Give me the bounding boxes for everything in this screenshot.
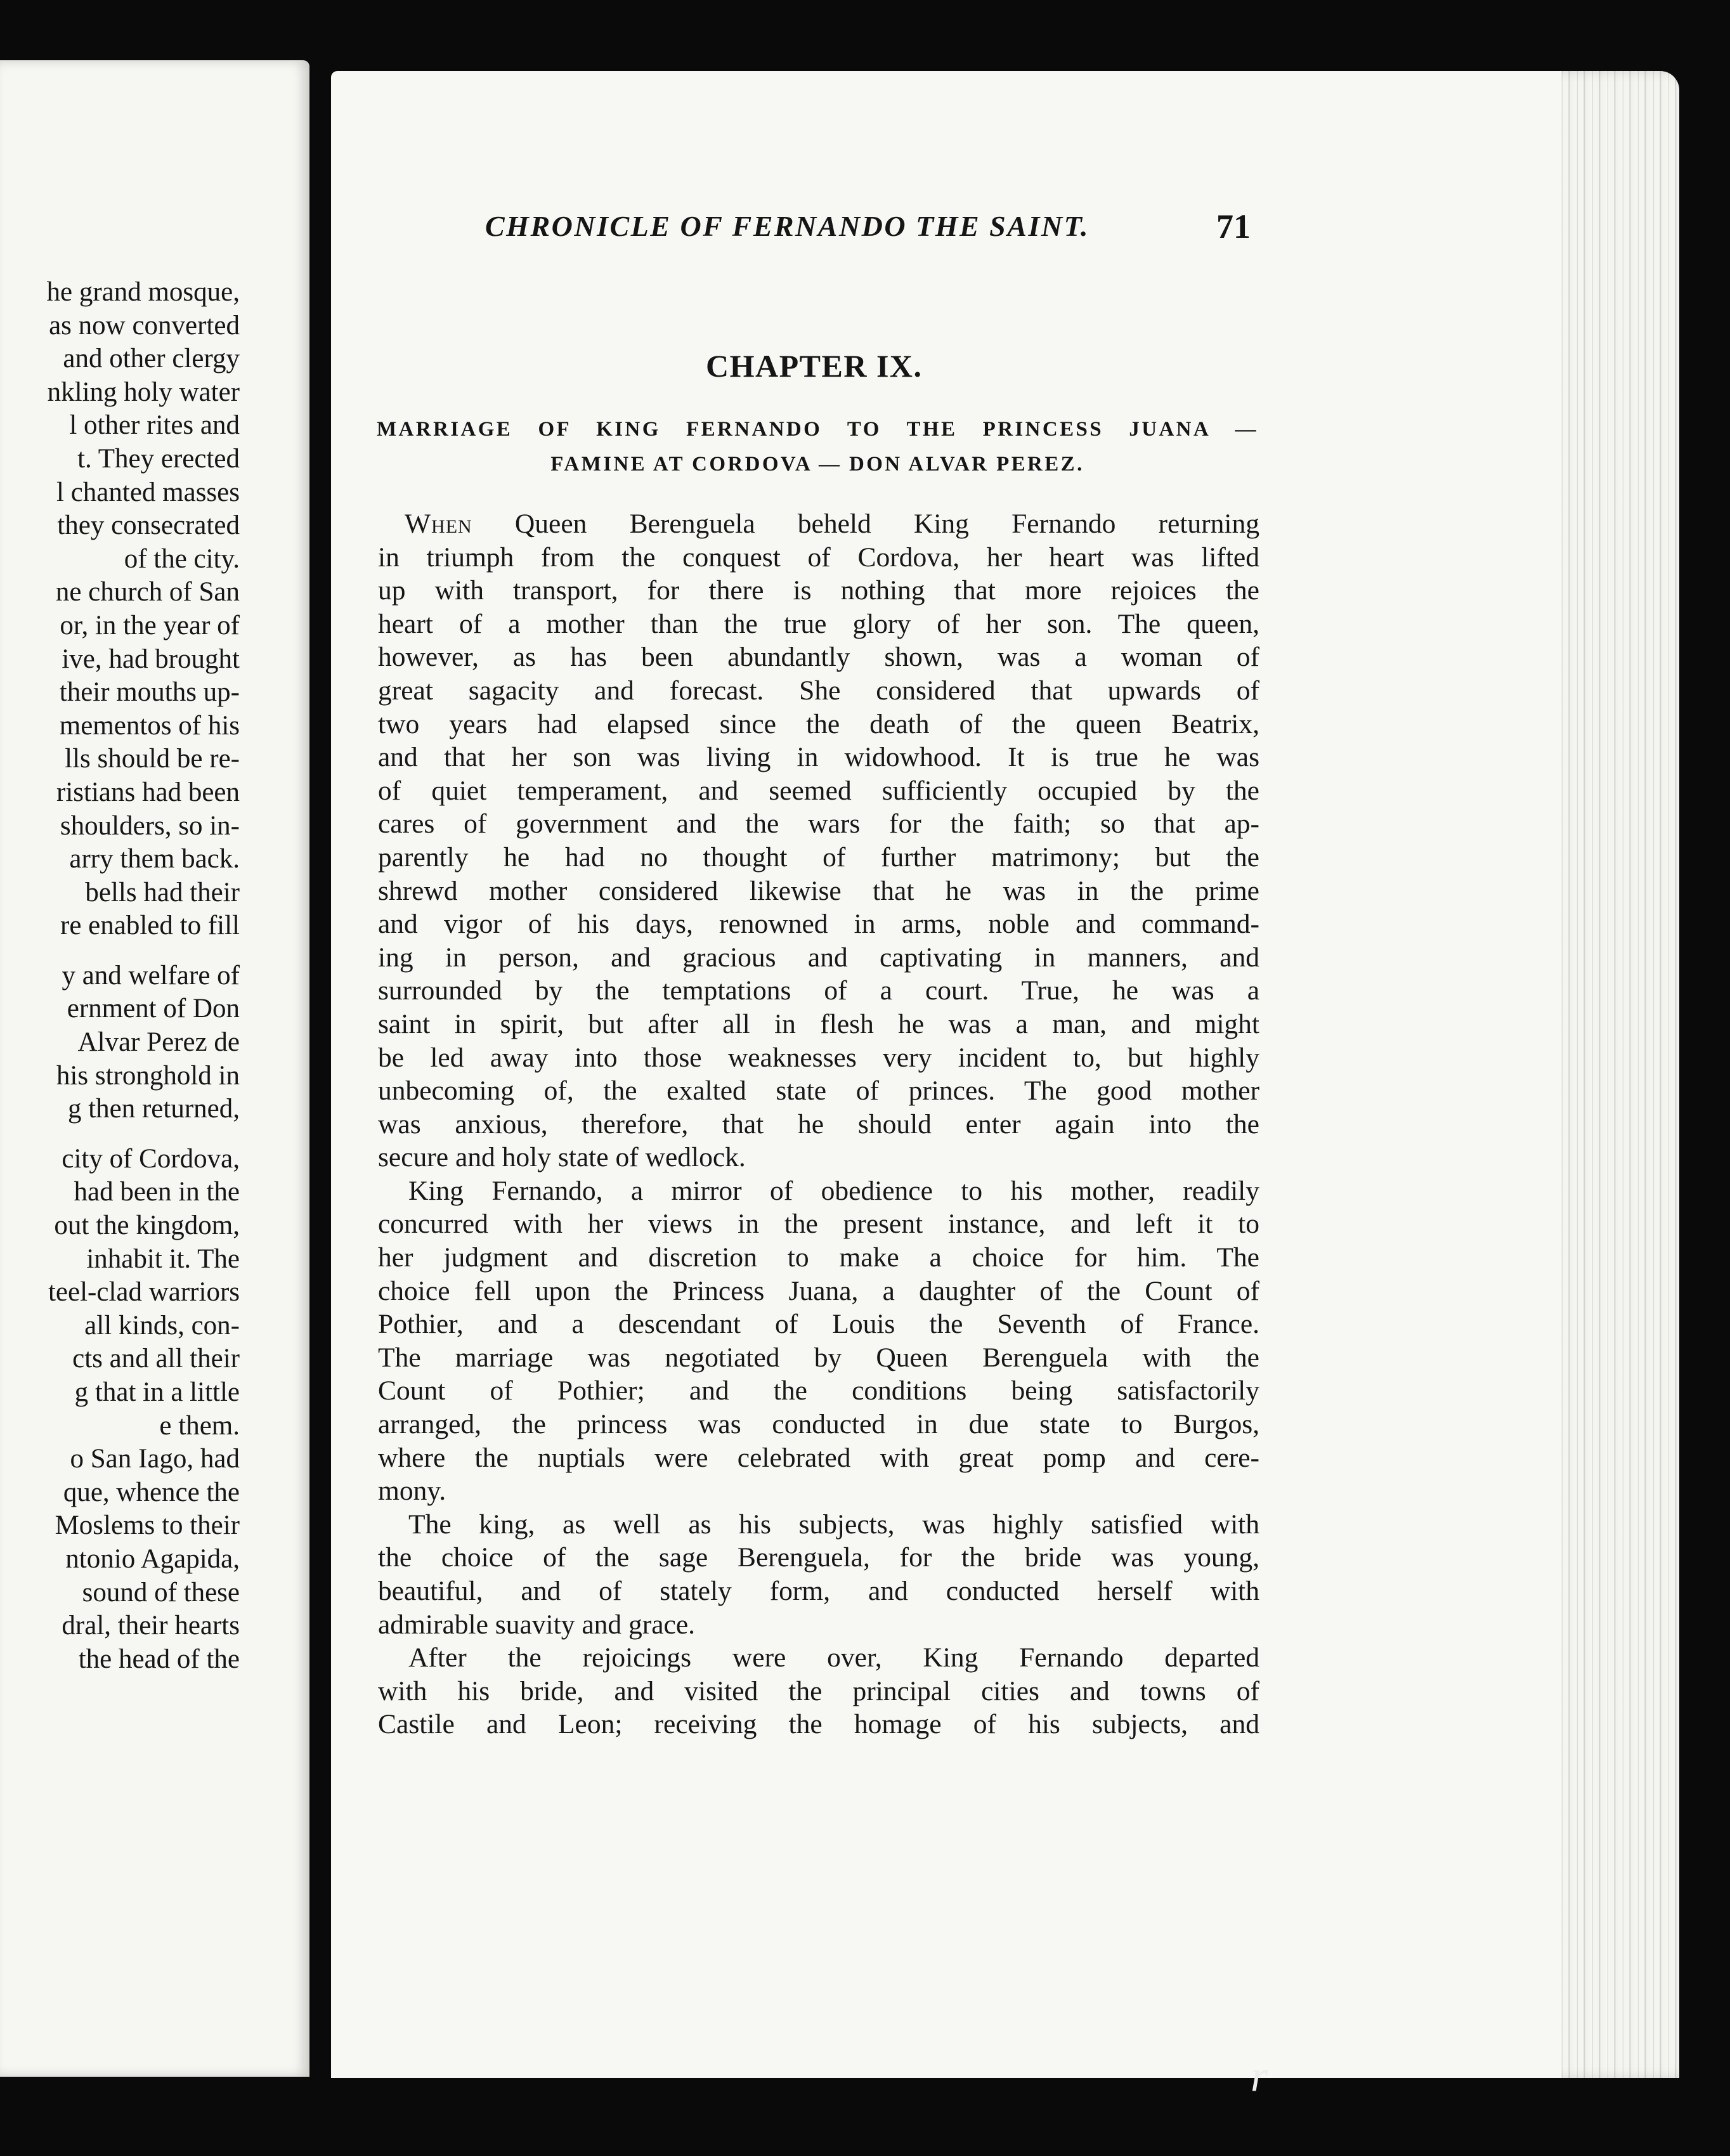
left-line: ne church of San bbox=[55, 577, 240, 607]
left-line: nkling holy water bbox=[47, 377, 240, 407]
body-line: choice fell upon the Princess Juana, a daughter of the Count of bbox=[378, 1275, 1259, 1306]
body-line: great sagacity and forecast. She considered that upwards of bbox=[378, 675, 1259, 706]
left-line: o San Iago, had bbox=[70, 1444, 240, 1474]
paragraph-gap bbox=[0, 1126, 240, 1143]
body-line: The marriage was negotiated by Queen Berenguela with the bbox=[378, 1342, 1259, 1373]
chapter-summary-line: MARRIAGE OF KING FERNANDO TO THE PRINCESS JUANA — bbox=[377, 418, 1258, 441]
left-line: mementos of his bbox=[59, 710, 240, 741]
left-line: as now converted bbox=[49, 310, 240, 341]
left-line: cts and all their bbox=[72, 1344, 240, 1374]
body-line: mony. bbox=[378, 1476, 446, 1507]
body-line: of quiet temperament, and seemed sufficiently occupied by the bbox=[378, 775, 1259, 806]
body-line: however, as has been abundantly shown, was a woman of bbox=[378, 642, 1259, 673]
left-line: y and welfare of bbox=[62, 960, 240, 990]
body-line: concurred with her views in the present instance, and left it to bbox=[378, 1209, 1259, 1240]
body-line: secure and holy state of wedlock. bbox=[378, 1142, 746, 1173]
body-line: be led away into those weaknesses very incident to, but highly bbox=[378, 1042, 1259, 1073]
body-line: unbecoming of, the exalted state of princes. The good mother bbox=[378, 1075, 1259, 1107]
left-line: que, whence the bbox=[63, 1477, 240, 1507]
body-line-text: Queen Berenguela beheld King Fernando returning bbox=[472, 509, 1259, 539]
paragraph-gap bbox=[0, 943, 240, 959]
body-line: shrewd mother considered likewise that he was in the prime bbox=[378, 875, 1259, 906]
left-line: of the city. bbox=[124, 543, 240, 574]
left-line: ntonio Agapida, bbox=[65, 1543, 240, 1574]
body-line: After the rejoicings were over, King Fernando departed bbox=[408, 1642, 1259, 1673]
left-line: bells had their bbox=[85, 877, 240, 907]
body-line: was anxious, therefore, that he should enter again into the bbox=[378, 1108, 1259, 1140]
body-line: saint in spirit, but after all in flesh he was a man, and might bbox=[378, 1008, 1259, 1039]
body-line: ing in person, and gracious and captivating in manners, and bbox=[378, 942, 1259, 973]
page-number: 71 bbox=[1216, 207, 1251, 245]
left-line: had been in the bbox=[74, 1177, 240, 1207]
left-line: l chanted masses bbox=[56, 477, 240, 507]
left-line: t. They erected bbox=[77, 443, 240, 474]
left-line: l other rites and bbox=[69, 410, 240, 441]
body-line: and vigor of his days, renowned in arms, noble and command- bbox=[378, 909, 1259, 940]
left-line: e them. bbox=[159, 1410, 240, 1441]
left-page bbox=[0, 60, 309, 2077]
body-text bbox=[378, 507, 1259, 1741]
running-head: CHRONICLE OF FERNANDO THE SAINT. bbox=[485, 210, 1089, 242]
left-line: their mouths up- bbox=[59, 677, 240, 708]
body-line: up with transport, for there is nothing that more rejoices the bbox=[378, 575, 1259, 606]
body-line: beautiful, and of stately form, and conducted herself with bbox=[378, 1576, 1259, 1606]
body-line: and that her son was living in widowhood. It is true he was bbox=[378, 742, 1259, 773]
left-line: teel-clad warriors bbox=[48, 1277, 240, 1308]
left-line: re enabled to fill bbox=[60, 911, 240, 941]
left-line: Alvar Perez de bbox=[77, 1027, 240, 1058]
body-line: arranged, the princess was conducted in due state to Burgos, bbox=[378, 1409, 1259, 1440]
body-line: Pothier, and a descendant of Louis the Seventh of France. bbox=[378, 1309, 1259, 1340]
chapter-summary bbox=[377, 412, 1258, 482]
left-line: g that in a little bbox=[74, 1377, 240, 1407]
body-line bbox=[378, 507, 1259, 541]
left-line: arry them back. bbox=[69, 844, 240, 874]
left-line: they consecrated bbox=[57, 510, 240, 541]
body-line: surrounded by the temptations of a court. True, he was a bbox=[378, 975, 1259, 1006]
left-line: ernment of Don bbox=[67, 994, 240, 1024]
body-line: in triumph from the conquest of Cordova, her heart was lifted bbox=[378, 542, 1259, 573]
body-line: The king, as well as his subjects, was highly satisfied with bbox=[408, 1509, 1259, 1540]
left-line: city of Cordova, bbox=[62, 1143, 240, 1174]
opening-word: When bbox=[405, 509, 472, 539]
body-line: where the nuptials were celebrated with great pomp and cere- bbox=[378, 1442, 1259, 1473]
left-line: sound of these bbox=[82, 1577, 240, 1607]
left-line: ristians had been bbox=[56, 777, 240, 807]
body-line: with his bride, and visited the principal cities and towns of bbox=[378, 1675, 1259, 1706]
margin-mark: r bbox=[1251, 2052, 1268, 2101]
left-line: and other clergy bbox=[63, 344, 240, 374]
left-line: ive, had brought bbox=[62, 644, 240, 674]
body-line: heart of a mother than the true glory of her son. The queen, bbox=[378, 608, 1259, 639]
body-line: Count of Pothier; and the conditions being satisfactorily bbox=[378, 1375, 1259, 1406]
body-line: the choice of the sage Berenguela, for the bride was young, bbox=[378, 1542, 1259, 1573]
body-line: admirable suavity and grace. bbox=[378, 1609, 696, 1640]
left-line: lls should be re- bbox=[65, 744, 240, 774]
body-line: Castile and Leon; receiving the homage of his subjects, and bbox=[378, 1709, 1259, 1740]
left-line: the head of the bbox=[78, 1644, 240, 1674]
left-page-text bbox=[0, 276, 240, 1676]
body-line: parently he had no thought of further matrimony; but the bbox=[378, 841, 1259, 873]
body-line: cares of government and the wars for the faith; so that ap- bbox=[378, 808, 1259, 840]
body-line: two years had elapsed since the death of the queen Beatrix, bbox=[378, 708, 1259, 739]
body-line: her judgment and discretion to make a choice for him. The bbox=[378, 1242, 1259, 1273]
left-line: shoulders, so in- bbox=[60, 810, 240, 841]
left-line: g then returned, bbox=[67, 1094, 240, 1124]
chapter-summary-line: FAMINE AT CORDOVA — DON ALVAR PEREZ. bbox=[550, 453, 1084, 476]
body-line: King Fernando, a mirror of obedience to his mother, readily bbox=[408, 1175, 1259, 1206]
left-line: he grand mosque, bbox=[46, 277, 240, 307]
left-line: dral, their hearts bbox=[62, 1611, 240, 1641]
left-line: his stronghold in bbox=[56, 1060, 240, 1091]
left-line: inhabit it. The bbox=[86, 1244, 240, 1274]
chapter-title: CHAPTER IX. bbox=[706, 348, 923, 384]
left-line: Moslems to their bbox=[55, 1510, 240, 1541]
left-line: or, in the year of bbox=[60, 610, 240, 640]
left-line: all kinds, con- bbox=[84, 1310, 240, 1341]
left-line: out the kingdom, bbox=[54, 1211, 240, 1241]
